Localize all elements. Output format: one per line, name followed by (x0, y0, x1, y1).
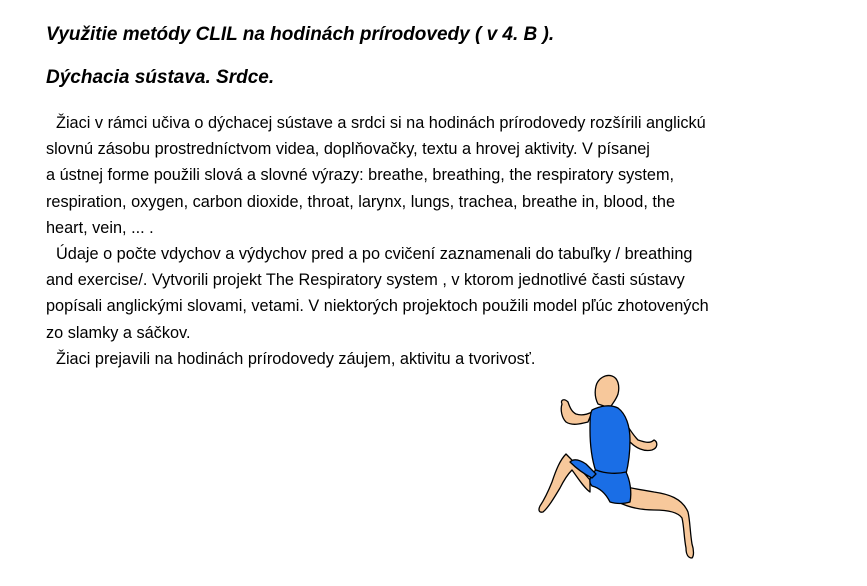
running-man-icon (530, 370, 710, 570)
text-line: and exercise/. Vytvorili projekt The Respiratory system , v ktorom jednotlivé časti sústavy (46, 271, 685, 290)
page-title: Využitie metódy CLIL na hodinách prírodovedy ( v 4. B ). (46, 24, 555, 45)
text-line: respiration, oxygen, carbon dioxide, throat, larynx, lungs, trachea, breathe in, blood, the (46, 192, 676, 211)
text-line: Údaje o počte vdychov a výdychov pred a po cvičení zaznamenali do tabuľky / breathing (56, 245, 693, 264)
text-line: Žiaci prejavili na hodinách prírodovedy záujem, aktivitu a tvorivosť. (56, 349, 536, 368)
text-line: heart, vein, ... . (46, 218, 154, 237)
text-line: slovnú zásobu prostredníctvom videa, doplňovačky, textu a hrovej aktivity. V písanej (46, 140, 650, 159)
text-line: zo slamky a sáčkov. (46, 323, 191, 342)
text-line: Žiaci v rámci učiva o dýchacej sústave a srdci si na hodinách prírodovedy rozšírili anglickú (56, 114, 706, 132)
body-text (46, 110, 836, 372)
text-line: a ústnej forme použili slová a slovné výrazy: breathe, breathing, the respiratory system, (46, 166, 675, 185)
text-line: popísali anglickými slovami, vetami. V niektorých projektoch použili model pľúc zhotovených (46, 297, 709, 316)
page-subtitle: Dýchacia sústava. Srdce. (46, 67, 275, 88)
